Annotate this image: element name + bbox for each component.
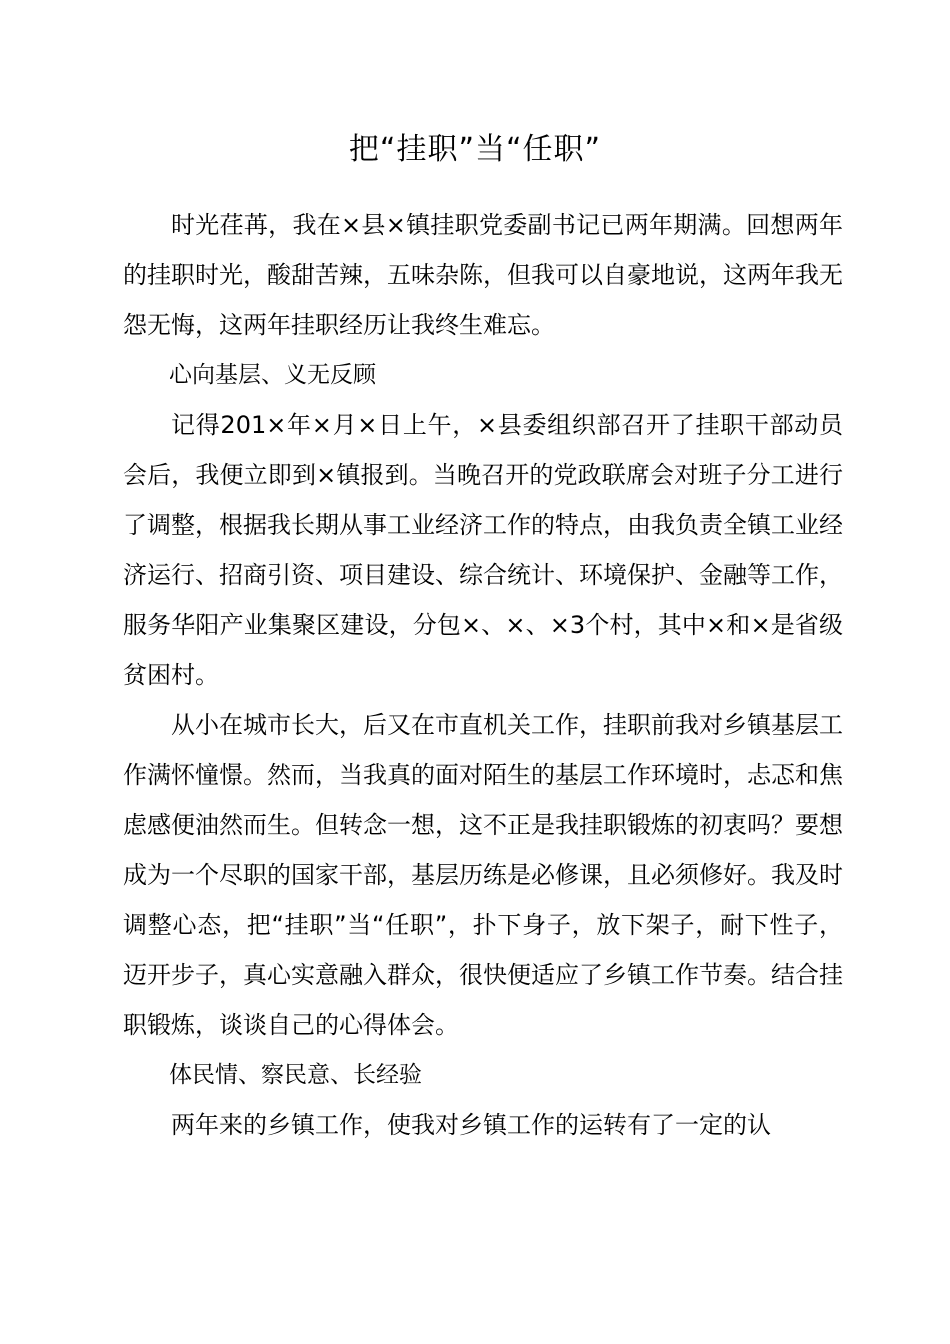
- paragraph-adaptation: 从小在城市长大，后又在市直机关工作，挂职前我对乡镇基层工作满怀憧憬。然而，当我真的面对陌生的基层工作环境时，忐忑和焦虑感便油然而生。但转念一想，这不正是我挂职锻炼的初衷吗？要想成为一个尽职的国家干部，基层历练是必修课，且必须修好。我及时调整心态，把“挂职”当“任职”，扑下身子，放下架子，耐下性子，迈开步子，真心实意融入群众，很快便适应了乡镇工作节奏。结合挂职锻炼，谈谈自己的心得体会。: [123, 711, 843, 1039]
- paragraph-intro: 时光荏苒，我在×县×镇挂职党委副书记已两年期满。回想两年的挂职时光，酸甜苦辣，五味杂陈，但我可以自豪地说，这两年我无怨无悔，这两年挂职经历让我终生难忘。: [123, 211, 843, 339]
- section-heading-experience: 体民情、察民意、长经验: [169, 1062, 422, 1088]
- section-heading-grassroots: 心向基层、义无反顾: [169, 362, 376, 388]
- document-body: [123, 200, 843, 1150]
- paragraph-work-understanding: 两年来的乡镇工作，使我对乡镇工作的运转有了一定的认: [171, 1111, 771, 1139]
- document-title: 把“挂职”当“任职”: [348, 132, 602, 167]
- paragraph-assignment: 记得201×年×月×日上午，×县委组织部召开了挂职干部动员会后，我便立即到×镇报到。当晚召开的党政联席会对班子分工进行了调整，根据我长期从事工业经济工作的特点，由我负责全镇工业经济运行、招商引资、项目建设、综合统计、环境保护、金融等工作，服务华阳产业集聚区建设，分包×、×、×3个村，其中×和×是省级贫困村。: [123, 411, 843, 689]
